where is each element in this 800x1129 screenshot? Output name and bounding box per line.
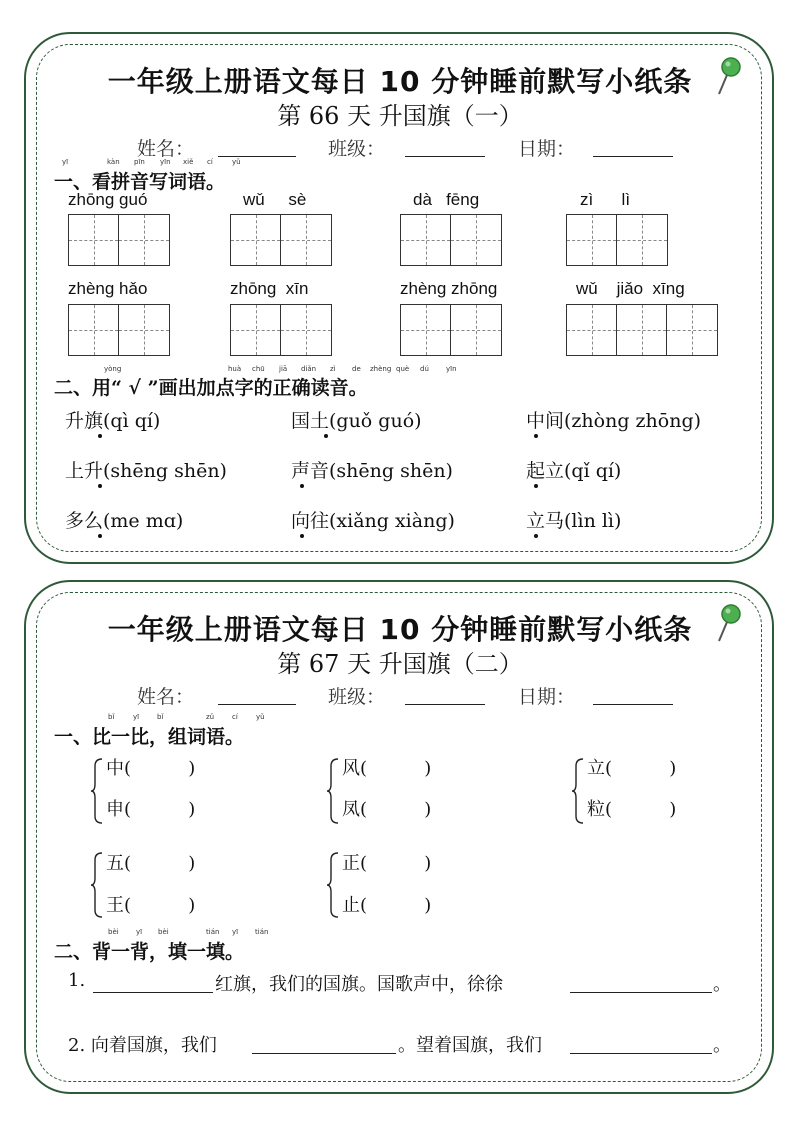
compare-word-blank[interactable]: 粒( ) [587,799,677,820]
date-label: 日期： [518,138,576,160]
sheet-1-title: 一年级上册语文每日 10 分钟睡前默写小纸条 [107,65,693,98]
emphasis-dot [534,534,538,538]
date-label: 日期： [518,686,576,708]
pinyin-word: zhōng xīn [230,279,309,298]
emphasis-dot [300,534,304,538]
class-label: 班级： [328,138,386,160]
pinyin-word: wǔ jiǎo xīng [576,279,685,298]
tian-grid-input[interactable] [230,304,332,356]
compare-word-blank[interactable]: 正( ) [342,853,432,874]
sheet-1-subtitle: 第 66 天 升国旗（一） [277,102,523,130]
compare-word-blank[interactable]: 王( ) [106,895,196,916]
compare-word-blank[interactable]: 立( ) [587,758,677,779]
reading-choice-item[interactable]: 向往(xiǎng xiàng) [291,510,455,532]
recite-blank-1b[interactable] [570,992,712,993]
pinyin-word: zì lì [580,190,631,209]
section-1-heading: 一、看拼音写词语。 [54,171,226,193]
pinyin-word: zhōng guó [68,190,148,209]
compare-word-blank[interactable]: 中( ) [106,758,196,779]
recite-blank-2b[interactable] [570,1053,712,1054]
class-field[interactable] [405,704,485,705]
class-field[interactable] [405,156,485,157]
pinyin-word: dà fēng [413,190,480,209]
reading-choice-item[interactable]: 起立(qǐ qí) [526,460,622,482]
pinyin-word: zhèng hǎo [68,279,148,298]
brace-icon [91,852,103,918]
brace-icon [572,758,584,824]
recite-blank-2a[interactable] [252,1053,396,1054]
reading-choice-item[interactable]: 上升(shēng shēn) [65,460,227,482]
tian-grid-input[interactable] [68,214,170,266]
recite-blank-1a[interactable] [93,992,213,993]
tian-grid-input[interactable] [566,214,668,266]
sheet-2-subtitle: 第 67 天 升国旗（二） [277,650,523,678]
recite-line-2-end: 。 [713,1035,731,1056]
pinyin-word: zhèng zhōng [400,279,498,298]
tian-grid-input[interactable] [68,304,170,356]
recite-line-1-number: 1. [68,970,86,991]
tian-grid-input[interactable] [566,304,718,356]
class-label: 班级： [328,686,386,708]
pinyin-word: wǔ sè [243,190,307,209]
section-1-heading: 一、比一比，组词语。 [54,726,245,748]
date-field[interactable] [593,704,673,705]
emphasis-dot [324,434,328,438]
emphasis-dot [534,484,538,488]
name-label: 姓名： [137,138,195,160]
emphasis-dot [98,484,102,488]
sheet-2-title: 一年级上册语文每日 10 分钟睡前默写小纸条 [107,613,693,646]
emphasis-dot [98,534,102,538]
tian-grid-input[interactable] [230,214,332,266]
section-2-heading: 二、背一背，填一填。 [54,941,245,963]
name-label: 姓名： [137,686,195,708]
reading-choice-item[interactable]: 多么(me mɑ) [65,510,184,532]
reading-choice-item[interactable]: 国土(guǒ guó) [291,410,422,432]
pushpin-icon [716,603,742,643]
reading-choice-item[interactable]: 升旗(qì qí) [65,410,161,432]
name-field[interactable] [218,156,296,157]
pushpin-icon [716,56,742,96]
recite-line-1-text: 红旗，我们的国旗。国歌声中，徐徐 [215,974,503,995]
compare-word-blank[interactable]: 凤( ) [342,799,432,820]
brace-icon [91,758,103,824]
recite-line-2-mid: 。望着国旗，我们 [398,1035,542,1056]
reading-choice-item[interactable]: 立马(lìn lì) [526,510,622,532]
compare-word-blank[interactable]: 止( ) [342,895,432,916]
date-field[interactable] [593,156,673,157]
section-2-heading: 二、用“ √ ”画出加点字的正确读音。 [54,377,368,399]
compare-word-blank[interactable]: 五( ) [106,853,196,874]
emphasis-dot [300,484,304,488]
recite-line-2-text: 2. 向着国旗，我们 [68,1035,217,1056]
tian-grid-input[interactable] [400,304,502,356]
recite-line-1-end: 。 [713,974,731,995]
brace-icon [327,758,339,824]
emphasis-dot [534,434,538,438]
reading-choice-item[interactable]: 中间(zhòng zhōng) [526,410,702,432]
emphasis-dot [98,434,102,438]
name-field[interactable] [218,704,296,705]
brace-icon [327,852,339,918]
reading-choice-item[interactable]: 声音(shēng shēn) [291,460,453,482]
compare-word-blank[interactable]: 风( ) [342,758,432,779]
tian-grid-input[interactable] [400,214,502,266]
compare-word-blank[interactable]: 申( ) [106,799,196,820]
